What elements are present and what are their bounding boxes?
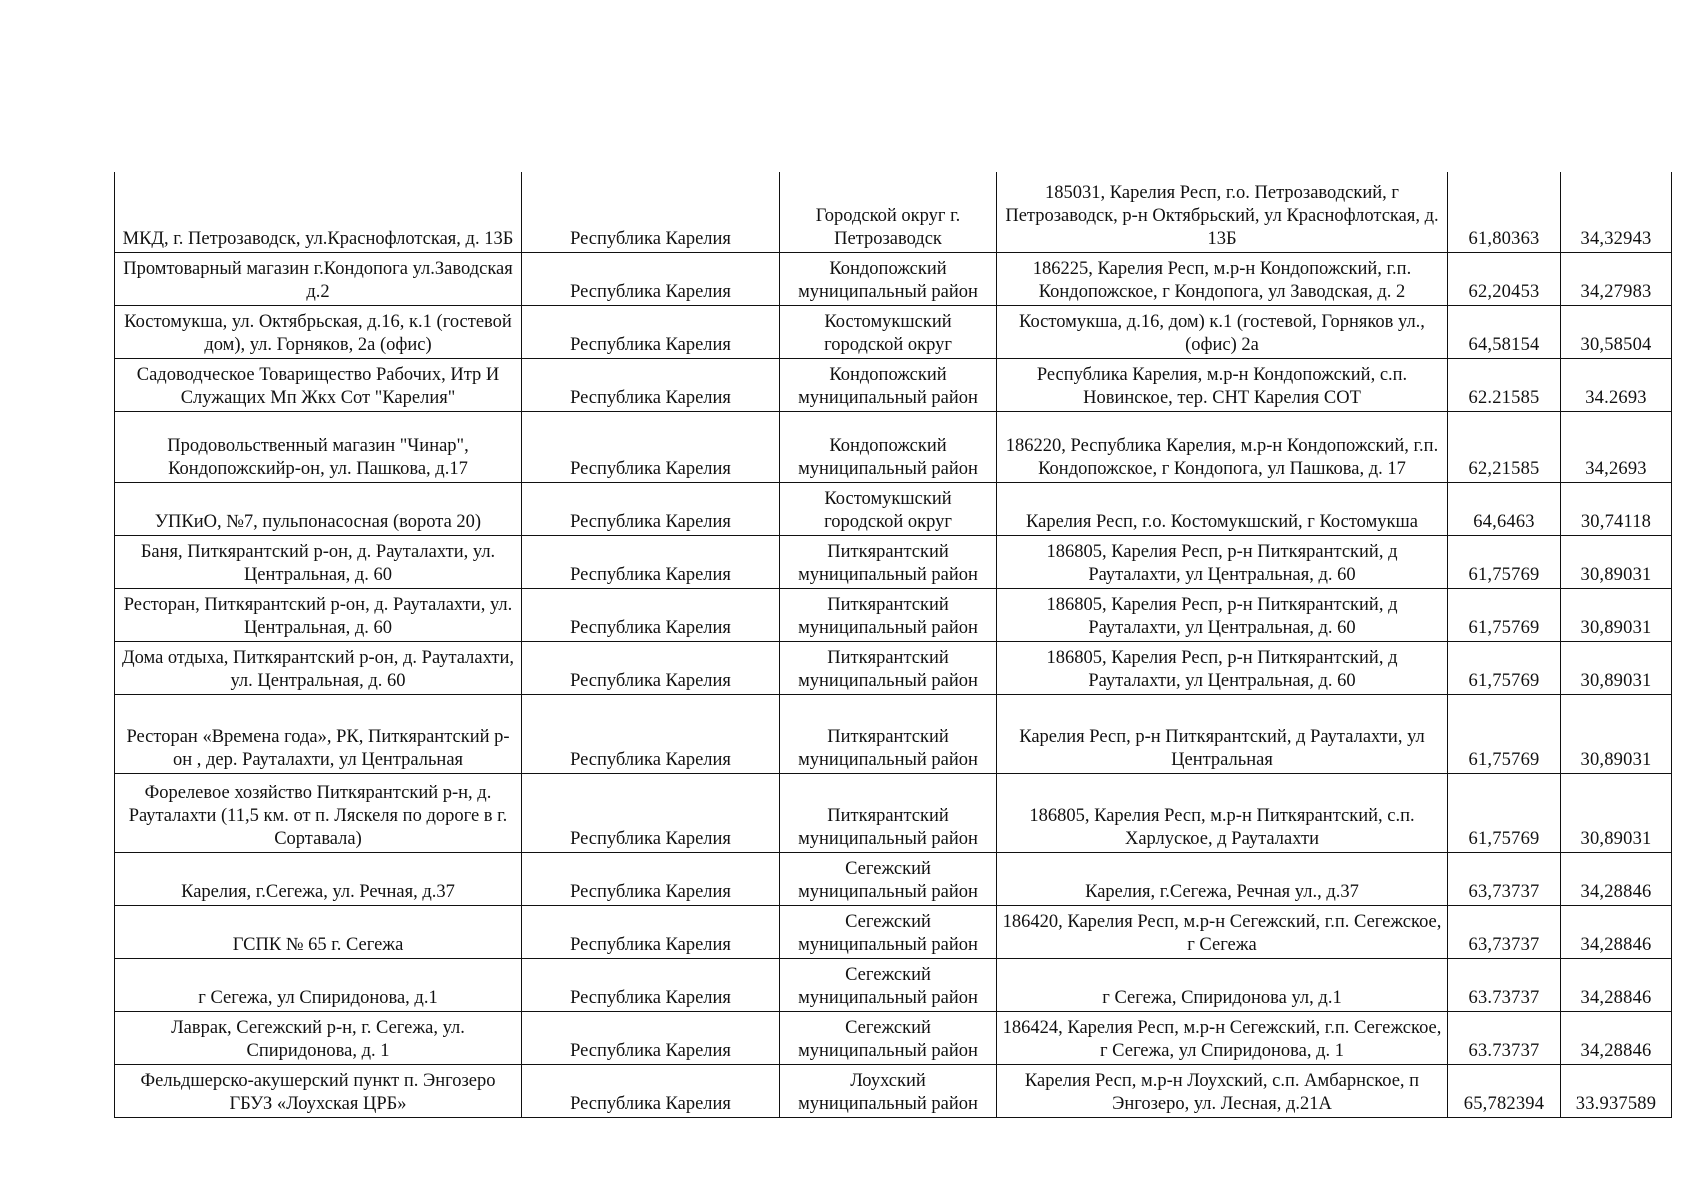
table-row [115, 852, 1672, 905]
region-cell: Республика Карелия [522, 535, 780, 588]
latitude-cell: 63.73737 [1448, 1011, 1561, 1064]
address-cell: Республика Карелия, м.р-н Кондопожский, с.п. Новинское, тер. СНТ Карелия СОТ [997, 358, 1448, 411]
latitude-cell: 61,75769 [1448, 773, 1561, 852]
longitude-cell: 30,89031 [1561, 641, 1672, 694]
municipality-cell: Костомукшский городской округ [780, 482, 997, 535]
object-cell: Баня, Питкярантский р-он, д. Рауталахти, ул. Центральная, д. 60 [115, 535, 522, 588]
latitude-cell: 61,75769 [1448, 588, 1561, 641]
latitude-cell: 62,21585 [1448, 411, 1561, 482]
municipality-cell: Кондопожский муниципальный район [780, 358, 997, 411]
region-cell: Республика Карелия [522, 482, 780, 535]
table-row [115, 358, 1672, 411]
object-cell: г Сегежа, ул Спиридонова, д.1 [115, 958, 522, 1011]
address-cell: Карелия Респ, р-н Питкярантский, д Рауталахти, ул Центральная [997, 694, 1448, 773]
municipality-cell: Сегежский муниципальный район [780, 958, 997, 1011]
region-cell: Республика Карелия [522, 1064, 780, 1117]
table-row [115, 905, 1672, 958]
object-cell: Садоводческое Товарищество Рабочих, Итр И Служащих Мп Жкх Сот "Карелия" [115, 358, 522, 411]
address-cell: Карелия, г.Сегежа, Речная ул., д.37 [997, 852, 1448, 905]
object-cell: Форелевое хозяйство Питкярантский р-н, д. Рауталахти (11,5 км. от п. Ляскеля по дороге в г. Сортавала) [115, 773, 522, 852]
table-row [115, 305, 1672, 358]
municipality-cell: Питкярантский муниципальный район [780, 641, 997, 694]
latitude-cell: 61,75769 [1448, 694, 1561, 773]
longitude-cell: 30,74118 [1561, 482, 1672, 535]
longitude-cell: 34,32943 [1561, 173, 1672, 252]
longitude-cell: 33.937589 [1561, 1064, 1672, 1117]
longitude-cell: 30,89031 [1561, 694, 1672, 773]
table-row [115, 773, 1672, 852]
region-cell: Республика Карелия [522, 852, 780, 905]
longitude-cell: 34,28846 [1561, 958, 1672, 1011]
object-cell: Фельдшерско-акушерский пункт п. Энгозеро ГБУЗ «Лоухская ЦРБ» [115, 1064, 522, 1117]
region-cell: Республика Карелия [522, 173, 780, 252]
region-cell: Республика Карелия [522, 1011, 780, 1064]
object-cell: Лаврак, Сегежский р-н, г. Сегежа, ул. Спиридонова, д. 1 [115, 1011, 522, 1064]
latitude-cell: 65,782394 [1448, 1064, 1561, 1117]
region-cell: Республика Карелия [522, 411, 780, 482]
address-cell: 186225, Карелия Респ, м.р-н Кондопожский, г.п. Кондопожское, г Кондопога, ул Заводская, д. 2 [997, 252, 1448, 305]
address-cell: Костомукша, д.16, дом) к.1 (гостевой, Горняков ул., (офис) 2а [997, 305, 1448, 358]
address-cell: г Сегежа, Спиридонова ул, д.1 [997, 958, 1448, 1011]
latitude-cell: 61,80363 [1448, 173, 1561, 252]
address-cell: 185031, Карелия Респ, г.о. Петрозаводский, г Петрозаводск, р-н Октябрьский, ул Краснофлотская, д. 13Б [997, 173, 1448, 252]
object-cell: Ресторан, Питкярантский р-он, д. Рауталахти, ул. Центральная, д. 60 [115, 588, 522, 641]
municipality-cell: Лоухский муниципальный район [780, 1064, 997, 1117]
address-cell: Карелия Респ, м.р-н Лоухский, с.п. Амбарнское, п Энгозеро, ул. Лесная, д.21А [997, 1064, 1448, 1117]
address-cell: 186424, Карелия Респ, м.р-н Сегежский, г.п. Сегежское, г Сегежа, ул Спиридонова, д. 1 [997, 1011, 1448, 1064]
latitude-cell: 63.73737 [1448, 958, 1561, 1011]
municipality-cell: Костомукшский городской округ [780, 305, 997, 358]
address-cell: 186805, Карелия Респ, р-н Питкярантский, д Рауталахти, ул Центральная, д. 60 [997, 641, 1448, 694]
table-row [115, 411, 1672, 482]
municipality-cell: Питкярантский муниципальный район [780, 535, 997, 588]
latitude-cell: 64,6463 [1448, 482, 1561, 535]
table-row [115, 482, 1672, 535]
municipality-cell: Сегежский муниципальный район [780, 852, 997, 905]
latitude-cell: 62,20453 [1448, 252, 1561, 305]
address-cell: 186805, Карелия Респ, р-н Питкярантский, д Рауталахти, ул Центральная, д. 60 [997, 535, 1448, 588]
table-row [115, 1011, 1672, 1064]
longitude-cell: 34,2693 [1561, 411, 1672, 482]
longitude-cell: 34,27983 [1561, 252, 1672, 305]
longitude-cell: 34,28846 [1561, 1011, 1672, 1064]
municipality-cell: Городской округ г. Петрозаводск [780, 173, 997, 252]
table-row [115, 694, 1672, 773]
object-cell: УПКиО, №7, пульпонасосная (ворота 20) [115, 482, 522, 535]
longitude-cell: 34.2693 [1561, 358, 1672, 411]
object-cell: Костомукша, ул. Октябрьская, д.16, к.1 (гостевой дом), ул. Горняков, 2а (офис) [115, 305, 522, 358]
address-cell: Карелия Респ, г.о. Костомукшский, г Костомукша [997, 482, 1448, 535]
longitude-cell: 30,89031 [1561, 773, 1672, 852]
longitude-cell: 30,89031 [1561, 588, 1672, 641]
latitude-cell: 61,75769 [1448, 535, 1561, 588]
table-row [115, 641, 1672, 694]
municipality-cell: Сегежский муниципальный район [780, 1011, 997, 1064]
latitude-cell: 62.21585 [1448, 358, 1561, 411]
address-cell: 186805, Карелия Респ, р-н Питкярантский, д Рауталахти, ул Центральная, д. 60 [997, 588, 1448, 641]
region-cell: Республика Карелия [522, 773, 780, 852]
longitude-cell: 30,58504 [1561, 305, 1672, 358]
table-row [115, 1064, 1672, 1117]
address-cell: 186805, Карелия Респ, м.р-н Питкярантский, с.п. Харлуское, д Рауталахти [997, 773, 1448, 852]
municipality-cell: Питкярантский муниципальный район [780, 694, 997, 773]
latitude-cell: 61,75769 [1448, 641, 1561, 694]
municipality-cell: Сегежский муниципальный район [780, 905, 997, 958]
table-body [115, 173, 1672, 1117]
address-cell: 186220, Республика Карелия, м.р-н Кондопожский, г.п. Кондопожское, г Кондопога, ул Пашкова, д. 17 [997, 411, 1448, 482]
table-row [115, 173, 1672, 252]
latitude-cell: 64,58154 [1448, 305, 1561, 358]
object-cell: ГСПК № 65 г. Сегежа [115, 905, 522, 958]
region-cell: Республика Карелия [522, 641, 780, 694]
region-cell: Республика Карелия [522, 252, 780, 305]
address-cell: 186420, Карелия Респ, м.р-н Сегежский, г.п. Сегежское, г Сегежа [997, 905, 1448, 958]
object-cell: Дома отдыха, Питкярантский р-он, д. Рауталахти, ул. Центральная, д. 60 [115, 641, 522, 694]
municipality-cell: Питкярантский муниципальный район [780, 773, 997, 852]
region-cell: Республика Карелия [522, 694, 780, 773]
region-cell: Республика Карелия [522, 358, 780, 411]
table-row [115, 588, 1672, 641]
object-cell: Продовольственный магазин "Чинар", Кондопожскийр-он, ул. Пашкова, д.17 [115, 411, 522, 482]
longitude-cell: 34,28846 [1561, 852, 1672, 905]
table-row [115, 535, 1672, 588]
longitude-cell: 34,28846 [1561, 905, 1672, 958]
latitude-cell: 63,73737 [1448, 852, 1561, 905]
object-cell: Карелия, г.Сегежа, ул. Речная, д.37 [115, 852, 522, 905]
region-cell: Республика Карелия [522, 905, 780, 958]
region-cell: Республика Карелия [522, 305, 780, 358]
object-cell: Промтоварный магазин г.Кондопога ул.Заводская д.2 [115, 252, 522, 305]
object-cell: Ресторан «Времена года», РК, Питкярантский р-он , дер. Рауталахти, ул Центральная [115, 694, 522, 773]
latitude-cell: 63,73737 [1448, 905, 1561, 958]
region-cell: Республика Карелия [522, 958, 780, 1011]
object-cell: МКД, г. Петрозаводск, ул.Краснофлотская, д. 13Б [115, 173, 522, 252]
address-table [114, 172, 1672, 1118]
region-cell: Республика Карелия [522, 588, 780, 641]
municipality-cell: Питкярантский муниципальный район [780, 588, 997, 641]
municipality-cell: Кондопожский муниципальный район [780, 411, 997, 482]
table-row [115, 252, 1672, 305]
longitude-cell: 30,89031 [1561, 535, 1672, 588]
municipality-cell: Кондопожский муниципальный район [780, 252, 997, 305]
table-row [115, 958, 1672, 1011]
